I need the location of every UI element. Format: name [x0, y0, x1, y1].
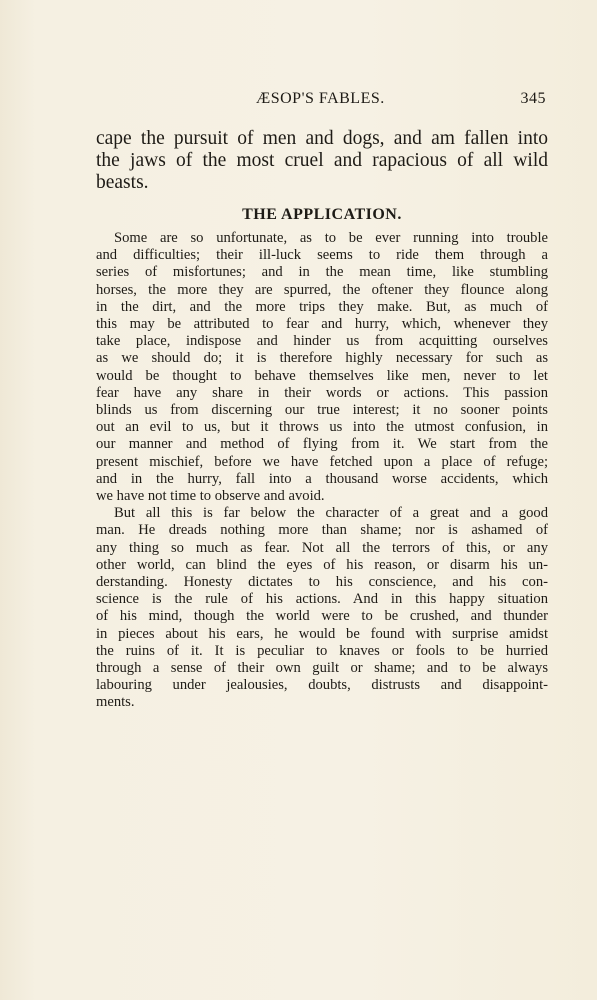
page-number: 345 [520, 90, 546, 107]
text-line: man. He dreads nothing more than shame; nor is ashamed of [96, 522, 548, 539]
text-line: horses, the more they are spurred, the oftener they flounce along [96, 281, 548, 298]
section-heading: THE APPLICATION. [242, 206, 402, 223]
text-line: Some are so unfortunate, as to be ever running into trouble [114, 230, 548, 246]
text-line: the jaws of the most cruel and rapacious of all wild [96, 150, 548, 171]
paragraph-1 [96, 230, 548, 505]
text-line: through a sense of their own guilt or shame; and to be always [96, 660, 548, 677]
application-text [96, 230, 548, 712]
running-head [96, 90, 546, 112]
text-line: take place, indispose and hinder us from acquitting ourselves [96, 333, 548, 350]
text-line: other world, can blind the eyes of his reason, or disarm his un- [96, 556, 548, 573]
text-line: in pieces about his ears, he would be found with surprise amidst [96, 625, 548, 642]
text-line: cape the pursuit of men and dogs, and am fallen into [96, 128, 548, 149]
text-line: But all this is far below the character of a great and a good [114, 505, 548, 522]
text-line: our manner and method of flying from it. We start from the [96, 436, 548, 453]
text-line: ments. [96, 694, 135, 711]
text-line: as we should do; it is therefore highly necessary for such as [96, 350, 548, 367]
text-line: derstanding. Honesty dictates to his conscience, and his con- [96, 574, 548, 591]
text-line: beasts. [96, 172, 149, 193]
text-line: and difficulties; their ill-luck seems to ride them through a [96, 247, 548, 264]
text-line: present mischief, before we have fetched upon a place of refuge; [96, 453, 548, 470]
text-line: would be thought to behave themselves like men, never to let [96, 367, 548, 384]
text-line: of his mind, though the world were to be crushed, and thunder [96, 608, 548, 625]
text-line: labouring under jealousies, doubts, distrusts and disappoint- [96, 677, 548, 694]
paragraph-2 [96, 505, 548, 711]
text-line: any thing so much as fear. Not all the terrors of this, or any [96, 539, 548, 556]
text-line: in the dirt, and the more trips they make. But, as much of [96, 298, 548, 315]
text-line: out an evil to us, but it throws us into the utmost confusion, in [96, 419, 548, 436]
running-title: ÆSOP'S FABLES. [256, 90, 385, 107]
text-line: the ruins of it. It is peculiar to knaves or fools to be hurried [96, 642, 548, 659]
text-line: we have not time to observe and avoid. [96, 488, 325, 505]
text-line: science is the rule of his actions. And in this happy situation [96, 591, 548, 608]
text-line: this may be attributed to fear and hurry, which, whenever they [96, 316, 548, 333]
text-line: blinds us from discerning our true interest; it no sooner points [96, 402, 548, 419]
text-line: and in the hurry, fall into a thousand worse accidents, which [96, 470, 548, 487]
text-line: fear have any share in their words or actions. This passion [96, 384, 548, 401]
continued-fable-text [96, 128, 548, 194]
text-line: series of misfortunes; and in the mean time, like stumbling [96, 264, 548, 281]
